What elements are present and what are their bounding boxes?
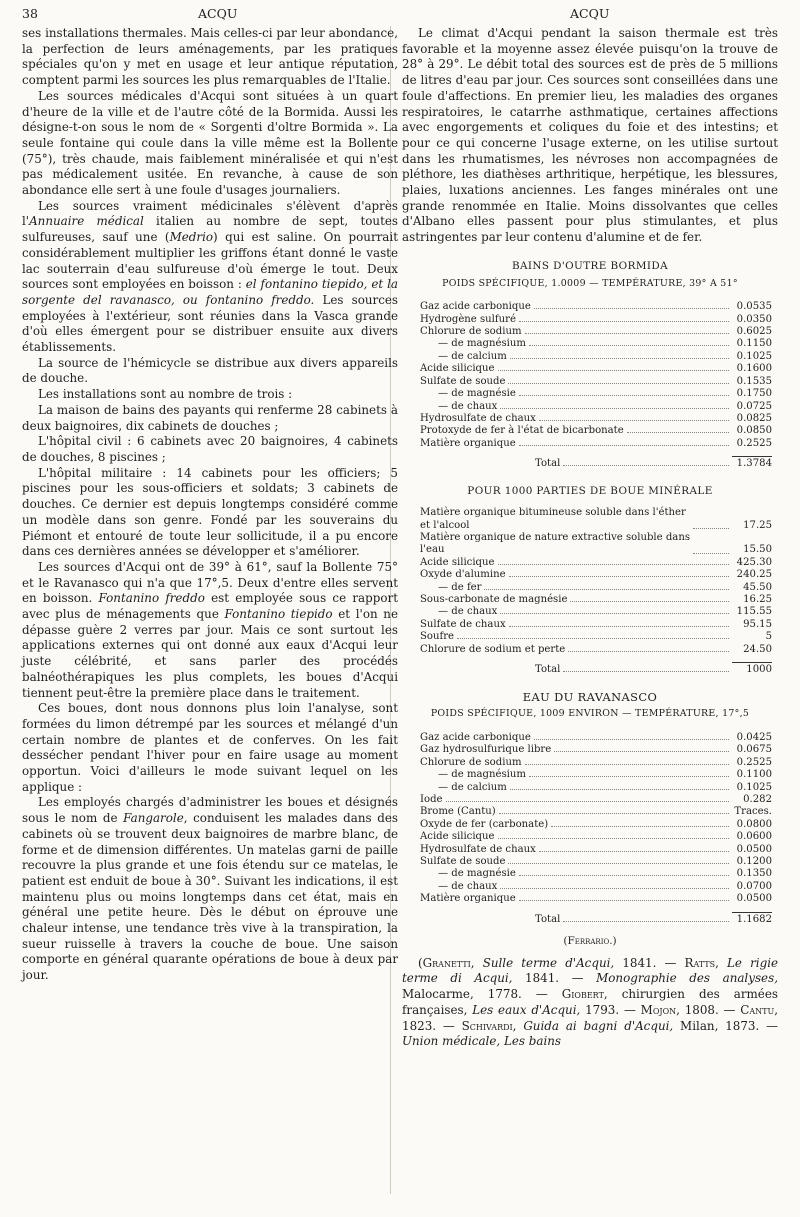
- component-value: 0.282: [743, 793, 772, 805]
- analysis-table-boue: [402, 484, 778, 677]
- leader-dots: [519, 875, 729, 876]
- table-total: [420, 662, 772, 676]
- text: 1793. —: [580, 1002, 641, 1017]
- component-name: Chlorure de sodium et perte: [420, 643, 566, 655]
- author: Giobert,: [561, 987, 608, 1002]
- leader-dots: [563, 921, 729, 922]
- component-value: 0.1150: [736, 338, 772, 350]
- component-value: 0.1025: [736, 781, 772, 793]
- table-total: [420, 912, 772, 926]
- component-value: 0.1200: [736, 855, 772, 867]
- component-name: Matière organique: [420, 437, 516, 449]
- table-row: [420, 794, 772, 806]
- component-value: 0.0500: [736, 893, 772, 905]
- table-row: [420, 401, 772, 413]
- component-value: 16.25: [743, 594, 772, 606]
- table-row: [420, 744, 772, 756]
- table-row: [420, 376, 772, 388]
- component-value: 0.1100: [736, 769, 772, 781]
- text: 1841. —: [512, 971, 597, 986]
- text: Les sources vraiment médicinales s'élèvent d'après l': [22, 198, 398, 229]
- leader-dots: [627, 432, 729, 433]
- component-value: 240.25: [736, 569, 772, 581]
- table-rows: [402, 301, 778, 450]
- italic-text: Annuaire médical: [29, 214, 144, 229]
- italic-text: el fontanino tiepido, et la sorgente del ravanasco, ou fontanino freddo.: [22, 277, 398, 307]
- leader-dots: [509, 626, 729, 627]
- component-value: 5: [765, 631, 772, 643]
- leader-dots: [534, 739, 729, 740]
- component-value: 0.0535: [736, 301, 772, 313]
- leader-dots: [563, 465, 729, 466]
- leader-dots: [499, 813, 729, 814]
- component-value: 425.30: [736, 556, 772, 568]
- leader-dots: [519, 321, 729, 322]
- bibliography: [402, 956, 778, 1050]
- leader-dots: [519, 900, 729, 901]
- paragraph: [22, 795, 398, 983]
- table-rows: [402, 507, 778, 656]
- total-label: Total: [535, 458, 561, 470]
- table-row: [420, 893, 772, 905]
- component-value: 0.2525: [736, 756, 772, 768]
- component-value: 0.0600: [736, 831, 772, 843]
- leader-dots: [568, 651, 729, 652]
- leader-dots: [509, 576, 729, 577]
- paragraph: Les sources médicales d'Acqui sont situées à un quart d'heure de la ville et de l'autre côté de la Bormida. Aussi les désigne-t-on sous le nom de « Sorgenti d'oltre Bormida ». La seule fontaine qui coule dans la ville même est la Bollente (75°), très chaude, mais faiblement minéralisée et qui n'est pas médicalement usitée. En revanche, à cause de son abondance elle sert à une foule d'usages journaliers.: [22, 88, 398, 198]
- component-name: — de chaux: [438, 880, 498, 892]
- leader-dots: [529, 776, 729, 777]
- table-row: [420, 569, 772, 581]
- table-row: [420, 507, 772, 532]
- total-value: 1.3784: [732, 456, 772, 470]
- table-row: [420, 631, 772, 643]
- total-label: Total: [535, 664, 561, 676]
- component-value: 0.0675: [736, 744, 772, 756]
- table-row: [420, 425, 772, 437]
- component-name: Matière organique: [420, 893, 516, 905]
- leader-dots: [498, 564, 730, 565]
- table-total: [420, 456, 772, 470]
- component-value: 0.0825: [736, 412, 772, 424]
- running-head-left: ACQU: [198, 6, 238, 21]
- component-name: Hydrosulfate de chaux: [420, 843, 536, 855]
- table-row: [420, 856, 772, 868]
- text: et l'on ne dépasse guère 2 verres par jour. Mais ce sont surtout les applications externes qui ont donné aux eaux d'Acqui leur juste célébrité, et sans parler des procédés balnéothérapiques les plus complets, les boues d'Acqui tiennent peut-être la première place dans le traitement.: [22, 607, 398, 700]
- component-name: Gaz acide carbonique: [420, 301, 531, 313]
- running-head-right: ACQU: [570, 6, 610, 21]
- component-name: Oxyde d'alumine: [420, 569, 506, 581]
- leader-dots: [539, 420, 729, 421]
- text: Les employés chargés d'administrer les boues et désignés sous le nom de: [22, 795, 398, 826]
- table-row: [420, 594, 772, 606]
- component-name: Acide silicique: [420, 556, 495, 568]
- component-value: 0.0700: [736, 880, 772, 892]
- analysis-table-bormida: [402, 259, 778, 471]
- paragraph: [22, 560, 398, 701]
- leader-dots: [693, 553, 729, 554]
- component-name: Oxyde de fer (carbonate): [420, 818, 549, 830]
- component-name: — de magnésie: [438, 388, 516, 400]
- leader-dots: [500, 613, 729, 614]
- component-value: 45.50: [743, 581, 772, 593]
- component-name: Sulfate de soude: [420, 375, 506, 387]
- leader-dots: [508, 863, 729, 864]
- text: ) qui est saline. On pourrait considérablement multiplier les griffons étant donné le vaste lac souterrain d'eau sulfureuse d'où émerge le tout. Deux sources sont employées en boisson :: [22, 230, 398, 292]
- component-name: — de fer: [438, 581, 482, 593]
- component-name: Matière organique bitumineuse soluble dans l'éther et l'alcool: [420, 507, 686, 531]
- component-name: — de chaux: [438, 400, 498, 412]
- component-value: 0.0425: [736, 731, 772, 743]
- table-rows: [402, 732, 778, 906]
- component-value: 0.2525: [736, 437, 772, 449]
- component-value: 17.25: [743, 519, 772, 531]
- component-name: Sulfate de chaux: [420, 618, 506, 630]
- table-row: [420, 606, 772, 618]
- leader-dots: [529, 345, 729, 346]
- component-name: — de magnésie: [438, 868, 516, 880]
- component-value: 0.0725: [736, 400, 772, 412]
- table-row: [420, 351, 772, 363]
- component-value: 0.1600: [736, 363, 772, 375]
- author: Mojon,: [640, 1002, 680, 1017]
- table-row: [420, 644, 772, 656]
- table-subtitle: POIDS SPÉCIFIQUE, 1009 ENVIRON — TEMPÉRATURE, 17°,5: [430, 708, 750, 720]
- table-row: [420, 782, 772, 794]
- paragraph: La source de l'hémicycle se distribue aux divers appareils de douche.: [22, 355, 398, 386]
- table-row: [420, 831, 772, 843]
- total-value: 1.1682: [732, 912, 772, 926]
- italic-text: Medrio: [169, 230, 214, 245]
- work-title: Le rigie terme di Acqui,: [402, 955, 779, 986]
- text: Les sources d'Acqui ont de 39° à 61°, sauf la Bollente 75° et le Ravanasco qui n'a que 17°,5. Deux d'entre elles servent en boisson.: [22, 559, 398, 606]
- author: Ratts,: [684, 955, 719, 970]
- table-row: [420, 769, 772, 781]
- text: Malocarme, 1778. —: [402, 987, 562, 1002]
- component-name: Iode: [420, 793, 443, 805]
- text: Les sources employées à l'extérieur, sont réunies dans la Vasca grande d'où elles émergent pour se distribuer ensuite aux divers établissements.: [22, 292, 398, 355]
- table-row: [420, 757, 772, 769]
- right-column: [402, 26, 778, 1050]
- table-title: EAU DU RAVANASCO: [522, 689, 658, 704]
- italic-text: Fontanino tiepido: [224, 607, 333, 622]
- component-value: 0.0850: [736, 425, 772, 437]
- italic-text: Fontanino freddo: [98, 591, 205, 606]
- leader-dots: [519, 395, 729, 396]
- leader-dots: [563, 671, 729, 672]
- leader-dots: [498, 838, 730, 839]
- table-subtitle: POIDS SPÉCIFIQUE, 1.0009 — TEMPÉRATURE, 39° A 51°: [442, 277, 738, 289]
- text: chirurgien des armées françaises,: [402, 987, 778, 1017]
- component-name: — de chaux: [438, 606, 498, 618]
- leader-dots: [570, 601, 729, 602]
- text: 1823. —: [402, 1018, 462, 1033]
- component-name: Gaz hydrosulfurique libre: [420, 744, 552, 756]
- work-title: Monographie des analyses,: [596, 971, 778, 986]
- page-header: [0, 4, 800, 24]
- component-name: Sulfate de soude: [420, 855, 506, 867]
- component-value: 0.0350: [736, 313, 772, 325]
- component-value: 0.0800: [736, 818, 772, 830]
- component-name: Soufre: [420, 631, 455, 643]
- paragraph: L'hôpital civil : 6 cabinets avec 20 baignoires, 4 cabinets de douches, 8 piscines ;: [22, 434, 398, 464]
- text: 1841. —: [614, 955, 685, 970]
- leader-dots: [508, 383, 729, 384]
- component-value: 95.15: [743, 618, 772, 630]
- table-title: BAINS D'OUTRE BORMIDA: [511, 259, 668, 272]
- component-name: Hydrogène sulfuré: [420, 313, 516, 325]
- total-label: Total: [535, 913, 561, 925]
- component-name: Sous-carbonate de magnésie: [420, 594, 568, 606]
- table-source: (Ferrario.): [563, 935, 617, 948]
- table-row: [420, 363, 772, 375]
- paragraph: ses installations thermales. Mais celles-ci par leur abondance, la perfection de leurs aménagements, par les pratiques spéciales qu'on y met en usage et leur antique réputation, comptent parmi les sources les plus remarquables de l'Italie.: [22, 26, 398, 88]
- leader-dots: [525, 333, 729, 334]
- table-row: [420, 301, 772, 313]
- page-number: 38: [22, 6, 38, 21]
- leader-dots: [500, 408, 729, 409]
- text: Milan, 1873. —: [673, 1018, 778, 1033]
- leader-dots: [484, 589, 729, 590]
- component-value: 15.50: [743, 544, 772, 556]
- component-name: — de calcium: [438, 781, 507, 793]
- table-row: [420, 532, 772, 557]
- paragraph: [22, 199, 398, 356]
- italic-text: Fangarole: [123, 811, 184, 826]
- component-value: 115.55: [736, 606, 772, 618]
- leader-dots: [551, 826, 729, 827]
- work-title: Sulle terme d'Acqui,: [482, 955, 615, 970]
- component-name: Hydrosulfate de chaux: [420, 412, 536, 424]
- table-row: [420, 732, 772, 744]
- component-value: 0.6025: [736, 326, 772, 338]
- component-name: — de calcium: [438, 350, 507, 362]
- component-value: 0.1750: [736, 388, 772, 400]
- leader-dots: [510, 789, 729, 790]
- leader-dots: [539, 851, 729, 852]
- table-row: [420, 868, 772, 880]
- component-value: 0.1025: [736, 350, 772, 362]
- table-row: [420, 326, 772, 338]
- work-title: Les eaux d'Acqui,: [472, 1002, 581, 1017]
- leader-dots: [534, 308, 729, 309]
- leader-dots: [525, 764, 729, 765]
- paragraph: Le climat d'Acqui pendant la saison thermale est très favorable et la moyenne assez élevée puisqu'on la trouve de 28° à 29°. Le débit total des sources est de près de 5 millions de litres d'eau par jour. Ces sources sont conseillées dans une foule d'affections. En premier lieu, les maladies des organes respiratoires, le catarrhe asthmatique, certaines affections avec engorgements et coliques du foie et des intestins; et pour ce qui concerne l'usage externe, on les utilise surtout dans les rhumatismes, les névroses non accompagnées de pléthore, les diathèses arthritique, herpétique, les blessures, plaies, luxations anciennes. Les fanges minérales ont une grande renommée en Italie. Moins dissolvantes que celles d'Albano elles passent pour plus stimulantes, et plus astringentes par leur contenu d'alumine et de fer.: [402, 26, 778, 245]
- component-name: — de magnésium: [438, 769, 526, 781]
- text: est employée sous ce rapport avec plus de ménagements que: [22, 591, 398, 622]
- analysis-table-ravanasco: [402, 690, 778, 950]
- table-row: [420, 438, 772, 450]
- table-row: [420, 557, 772, 569]
- work-title: Union médicale, Les bains: [402, 1034, 562, 1049]
- leader-dots: [510, 358, 729, 359]
- table-row: [420, 844, 772, 856]
- text: italien au nombre de sept, toutes sulfureuses, sauf une (: [22, 214, 398, 245]
- table-row: [420, 819, 772, 831]
- component-value: Traces.: [734, 806, 772, 818]
- component-name: Gaz acide carbonique: [420, 731, 531, 743]
- total-value: 1000: [732, 662, 772, 676]
- table-row: [420, 619, 772, 631]
- leader-dots: [500, 888, 729, 889]
- component-name: Chlorure de sodium: [420, 326, 522, 338]
- table-row: [420, 881, 772, 893]
- component-name: Brome (Cantu): [420, 806, 496, 818]
- table-row: [420, 413, 772, 425]
- component-name: Matière organique de nature extractive soluble dans l'eau: [420, 532, 691, 556]
- leader-dots: [498, 370, 730, 371]
- component-value: 0.0500: [736, 843, 772, 855]
- component-name: Acide silicique: [420, 831, 495, 843]
- author: Cantu,: [740, 1002, 778, 1017]
- author: (Granetti,: [418, 955, 475, 970]
- work-title: Guida ai bagni d'Acqui,: [523, 1018, 674, 1033]
- paragraph: Les installations sont au nombre de trois :: [38, 387, 293, 402]
- table-title: POUR 1000 PARTIES DE BOUE MINÉRALE: [467, 484, 713, 497]
- text: 1808. —: [679, 1002, 741, 1017]
- text: , conduisent les malades dans des cabinets où se trouvent deux baignoires de marbre blanc, de forme et de dimension différentes. Un matelas garni de paille recouvre la plus grande et une fois étendu sur ce matelas, le patient est enduit de boue à 30°. Suivant les indications, il est maintenu plus ou moins longtemps dans cet état, mais en général une petite heure. Dès le début on éprouve une chaleur intense, une tendance très vive à la transpiration, la sueur ruisselle à travers la couche de boue. Une saison comporte en général quarante opérations de boue à deux par jour.: [22, 811, 398, 983]
- component-value: 0.1535: [736, 375, 772, 387]
- author: Schivardi,: [461, 1018, 517, 1033]
- table-row: [420, 338, 772, 350]
- table-row: [420, 388, 772, 400]
- component-name: — de magnésium: [438, 338, 526, 350]
- paragraph: La maison de bains des payants qui renferme 28 cabinets à deux baignoires, dix cabinets de douches ;: [22, 402, 398, 433]
- leader-dots: [446, 801, 730, 802]
- table-row: [420, 314, 772, 326]
- leader-dots: [554, 751, 729, 752]
- leader-dots: [519, 445, 729, 446]
- table-row: [420, 806, 772, 818]
- component-name: Protoxyde de fer à l'état de bicarbonate: [420, 425, 624, 437]
- left-column: [22, 26, 398, 984]
- leader-dots: [693, 528, 729, 529]
- table-row: [420, 582, 772, 594]
- paragraph: L'hôpital militaire : 14 cabinets pour les officiers; 5 piscines pour les sous-officiers et soldats; 3 cabinets de douches. Ce dernier est depuis longtemps considéré comme un modèle dans son genre. Fondé par les souverains du Piémont et entouré de toute leur sollicitude, il a pu encore dans ces dernières années se développer et s'améliorer.: [22, 465, 398, 559]
- paragraph: Ces boues, dont nous donnons plus loin l'analyse, sont formées du limon détrempé par les sources et mélangé d'un certain nombre de plantes et de conferves. On les fait dessécher pendant l'hiver pour en faire usage au moment opportun. Voici d'ailleurs le mode suivant lequel on les applique :: [22, 701, 398, 794]
- component-name: Chlorure de sodium: [420, 756, 522, 768]
- leader-dots: [457, 638, 729, 639]
- component-value: 24.50: [743, 643, 772, 655]
- component-name: Acide silicique: [420, 363, 495, 375]
- component-value: 0.1350: [736, 868, 772, 880]
